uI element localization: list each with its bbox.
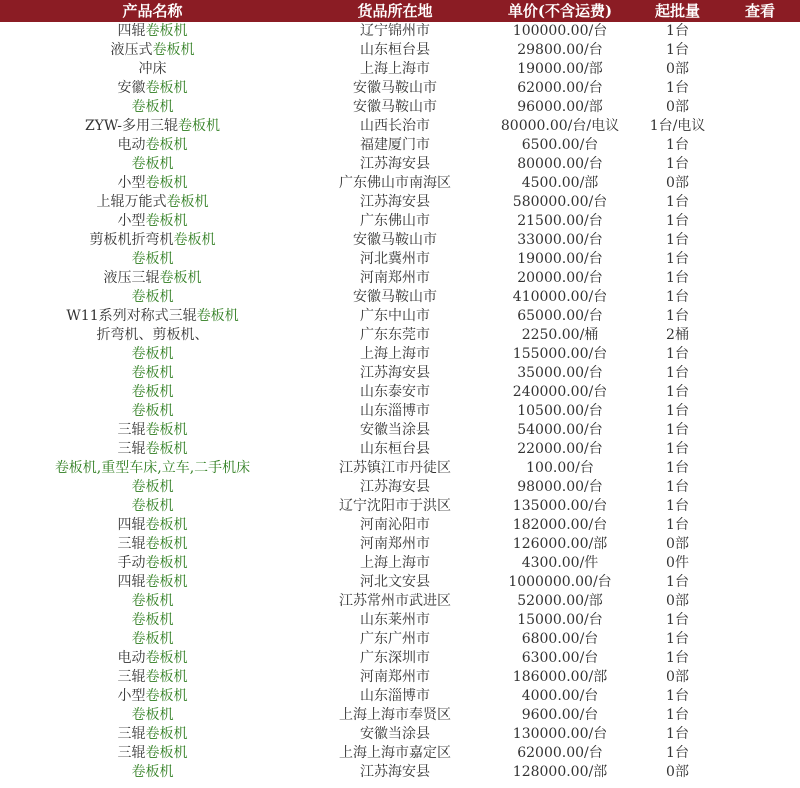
view-cell [720,345,800,364]
price-cell: 100000.00/台 [512,23,608,39]
table-row [0,668,800,687]
product-name-cell [0,269,305,288]
min-order-cell: 1台 [666,137,689,153]
table-row [0,22,800,41]
table-row [0,288,800,307]
product-name-link[interactable]: 卷板机 [131,764,174,780]
price-cell: 135000.00/台 [512,498,608,514]
location-cell: 广东佛山市 [360,213,430,229]
min-order-cell: 1台 [666,707,689,723]
min-order-cell: 1台/电议 [649,118,706,134]
location-cell: 上海上海市 [360,61,430,77]
view-cell [720,326,800,345]
location-cell: 河北文安县 [360,574,430,590]
min-order-cell: 1台 [666,479,689,495]
price-cell: 1000000.00/台 [508,574,612,590]
product-name-link[interactable]: 电动卷板机 [117,650,188,666]
table-row [0,41,800,60]
price-cell: 52000.00/部 [517,593,603,609]
view-cell [720,231,800,250]
view-cell [720,136,800,155]
product-name-link[interactable]: 小型卷板机 [117,213,188,229]
product-name-cell [0,535,305,554]
price-cell: 65000.00/台 [517,308,603,324]
min-order-cell: 1台 [666,460,689,476]
price-cell: 20000.00/台 [517,270,603,286]
product-name-link[interactable]: 卷板机 [131,251,174,267]
min-order-cell: 1台 [666,346,689,362]
table-row [0,231,800,250]
product-name-link[interactable]: 卷板机 [131,631,174,647]
min-order-cell: 1台 [666,441,689,457]
table-row [0,250,800,269]
view-cell [720,592,800,611]
product-name-cell [0,98,305,117]
location-cell: 河南郑州市 [360,669,430,685]
location-cell: 山东莱州市 [360,612,430,628]
product-name-cell [0,744,305,763]
min-order-cell: 1台 [666,289,689,305]
product-name-cell [0,60,305,79]
product-name-link[interactable]: 三辊卷板机 [117,441,188,457]
product-name-link[interactable]: 四辊卷板机 [117,574,188,590]
price-cell: 100.00/台 [526,460,594,476]
table-row [0,459,800,478]
view-cell [720,687,800,706]
price-cell: 33000.00/台 [517,232,603,248]
product-name-cell [0,592,305,611]
table-row [0,269,800,288]
product-name-cell [0,193,305,212]
location-cell: 上海上海市 [360,555,430,571]
table-row [0,174,800,193]
product-name-cell [0,288,305,307]
location-cell: 安徽当涂县 [360,422,430,438]
view-cell [720,174,800,193]
location-cell: 河南郑州市 [360,270,430,286]
price-cell: 126000.00/部 [512,536,608,552]
product-name-cell [0,706,305,725]
product-name-link[interactable]: 三辊卷板机 [117,745,188,761]
product-name-link[interactable]: 卷板机 [131,346,174,362]
table-row [0,383,800,402]
min-order-cell: 1台 [666,745,689,761]
price-cell: 98000.00/台 [517,479,603,495]
product-name-cell [0,611,305,630]
product-name-cell [0,345,305,364]
product-name-cell [0,136,305,155]
price-cell: 15000.00/台 [517,612,603,628]
min-order-cell: 0部 [666,536,689,552]
view-cell [720,630,800,649]
view-cell [720,478,800,497]
location-cell: 广东佛山市南海区 [339,175,451,191]
product-name-cell [0,326,305,345]
min-order-cell: 1台 [666,650,689,666]
product-name-cell [0,212,305,231]
location-cell: 安徽马鞍山市 [353,99,437,115]
price-cell: 4300.00/件 [521,555,599,571]
product-name-cell [0,383,305,402]
header-row [0,0,800,22]
price-cell: 54000.00/台 [517,422,603,438]
product-name-cell [0,174,305,193]
header-unit-price: 单价(不含运费) [485,0,635,22]
price-cell: 80000.00/台 [517,156,603,172]
table-row [0,592,800,611]
table-row [0,744,800,763]
table-row [0,497,800,516]
product-name-cell [0,440,305,459]
view-cell [720,668,800,687]
view-cell [720,307,800,326]
table-row [0,136,800,155]
location-cell: 安徽马鞍山市 [353,232,437,248]
location-cell: 广东东莞市 [360,327,430,343]
product-name-link[interactable]: 上辊万能式卷板机 [96,194,209,210]
min-order-cell: 1台 [666,498,689,514]
min-order-cell: 1台 [666,384,689,400]
product-name-cell [0,307,305,326]
view-cell [720,269,800,288]
price-cell: 96000.00/部 [517,99,603,115]
min-order-cell: 1台 [666,403,689,419]
table-row [0,212,800,231]
price-cell: 29800.00/台 [517,42,603,58]
min-order-cell: 1台 [666,308,689,324]
product-name-link[interactable]: 手动卷板机 [117,555,188,571]
table-row [0,554,800,573]
location-cell: 江苏镇江市丹徒区 [339,460,451,476]
table-row [0,155,800,174]
price-cell: 410000.00/台 [512,289,608,305]
product-name-link[interactable]: 卷板机 [131,479,174,495]
table-row [0,193,800,212]
location-cell: 山西长治市 [360,118,430,134]
min-order-cell: 0部 [666,764,689,780]
view-cell [720,611,800,630]
table-row [0,611,800,630]
product-name-link[interactable]: 卷板机 [131,612,174,628]
location-cell: 江苏海安县 [360,479,430,495]
table-row [0,763,800,782]
product-name-link[interactable]: 三辊卷板机 [117,536,188,552]
product-name-link[interactable]: 三辊卷板机 [117,669,188,685]
min-order-cell: 1台 [666,726,689,742]
view-cell [720,117,800,136]
location-cell: 上海上海市嘉定区 [339,745,451,761]
price-cell: 186000.00/部 [512,669,608,685]
price-cell: 182000.00/台 [512,517,608,533]
table-header [0,0,800,22]
price-cell: 21500.00/台 [517,213,603,229]
product-name-cell [0,421,305,440]
price-cell: 80000.00/台/电议 [500,118,620,134]
min-order-cell: 1台 [666,631,689,647]
location-cell: 山东淄博市 [360,688,430,704]
price-cell: 4500.00/部 [521,175,599,191]
location-cell: 安徽马鞍山市 [353,80,437,96]
table-row [0,649,800,668]
product-name-link[interactable]: 折弯机、剪板机、 [96,327,209,343]
view-cell [720,516,800,535]
min-order-cell: 1台 [666,42,689,58]
product-name-link[interactable]: W11系列对称式三辊卷板机 [66,308,239,324]
view-cell [720,79,800,98]
product-name-cell [0,725,305,744]
view-cell [720,649,800,668]
price-cell: 240000.00/台 [512,384,608,400]
product-name-link[interactable]: 剪板机折弯机卷板机 [89,232,216,248]
product-name-link[interactable]: 卷板机,重型车床,立车,二手机床 [54,460,251,476]
view-cell [720,440,800,459]
product-name-cell [0,668,305,687]
location-cell: 安徽当涂县 [360,726,430,742]
price-cell: 9600.00/台 [521,707,599,723]
product-name-cell [0,478,305,497]
table-row [0,630,800,649]
product-name-link[interactable]: 小型卷板机 [117,688,188,704]
location-cell: 河北冀州市 [360,251,430,267]
view-cell [720,41,800,60]
price-cell: 35000.00/台 [517,365,603,381]
price-cell: 62000.00/台 [517,745,603,761]
location-cell: 江苏常州市武进区 [339,593,451,609]
product-name-cell [0,402,305,421]
view-cell [720,725,800,744]
product-name-cell [0,155,305,174]
min-order-cell: 1台 [666,251,689,267]
product-name-link[interactable]: 四辊卷板机 [117,517,188,533]
min-order-cell: 1台 [666,270,689,286]
min-order-cell: 0部 [666,61,689,77]
table-row [0,364,800,383]
product-name-link[interactable]: 卷板机 [131,593,174,609]
product-name-cell [0,22,305,41]
location-cell: 河南郑州市 [360,536,430,552]
product-name-link[interactable]: 四辊卷板机 [117,23,188,39]
price-cell: 62000.00/台 [517,80,603,96]
location-cell: 辽宁锦州市 [360,23,430,39]
table-row [0,326,800,345]
header-location: 货品所在地 [305,0,485,22]
price-cell: 6300.00/台 [521,650,599,666]
location-cell: 广东深圳市 [360,650,430,666]
table-row [0,440,800,459]
min-order-cell: 1台 [666,232,689,248]
min-order-cell: 1台 [666,574,689,590]
table-row [0,706,800,725]
location-cell: 辽宁沈阳市于洪区 [339,498,451,514]
product-name-link[interactable]: 卷板机 [131,156,174,172]
table-row [0,535,800,554]
min-order-cell: 2桶 [666,327,689,343]
min-order-cell: 1台 [666,194,689,210]
product-name-cell [0,649,305,668]
min-order-cell: 1台 [666,156,689,172]
product-name-link[interactable]: 三辊卷板机 [117,422,188,438]
product-name-link[interactable]: 卷板机 [131,365,174,381]
table-row [0,98,800,117]
product-name-cell [0,573,305,592]
min-order-cell: 0部 [666,593,689,609]
table-row [0,402,800,421]
view-cell [720,383,800,402]
product-name-cell [0,630,305,649]
view-cell [720,459,800,478]
view-cell [720,573,800,592]
min-order-cell: 1台 [666,612,689,628]
price-cell: 6800.00/台 [521,631,599,647]
product-name-link[interactable]: 冲床 [138,61,167,77]
price-cell: 155000.00/台 [512,346,608,362]
product-name-link[interactable]: 卷板机 [131,289,174,305]
location-cell: 山东淄博市 [360,403,430,419]
price-cell: 4000.00/台 [521,688,599,704]
price-cell: 130000.00/台 [512,726,608,742]
product-name-cell [0,117,305,136]
location-cell: 山东泰安市 [360,384,430,400]
view-cell [720,744,800,763]
min-order-cell: 1台 [666,517,689,533]
product-name-cell [0,459,305,478]
view-cell [720,402,800,421]
product-name-link[interactable]: 电动卷板机 [117,137,188,153]
product-name-cell [0,554,305,573]
min-order-cell: 0部 [666,99,689,115]
min-order-cell: 0部 [666,669,689,685]
view-cell [720,763,800,782]
product-name-link[interactable]: 小型卷板机 [117,175,188,191]
table-row [0,725,800,744]
view-cell [720,421,800,440]
view-cell [720,364,800,383]
view-cell [720,155,800,174]
table-row [0,79,800,98]
product-name-link[interactable]: 液压三辊卷板机 [103,270,202,286]
location-cell: 福建厦门市 [360,137,430,153]
table-row [0,478,800,497]
product-name-cell [0,364,305,383]
product-name-cell [0,250,305,269]
location-cell: 江苏海安县 [360,365,430,381]
table-row [0,307,800,326]
view-cell [720,22,800,41]
view-cell [720,98,800,117]
location-cell: 河南沁阳市 [360,517,430,533]
product-name-link[interactable]: 卷板机 [131,707,174,723]
product-name-link[interactable]: 安徽卷板机 [117,80,188,96]
product-name-link[interactable]: ZYW-多用三辊卷板机 [84,118,221,134]
view-cell [720,212,800,231]
table-row [0,573,800,592]
product-name-link[interactable]: 卷板机 [131,99,174,115]
table-row [0,60,800,79]
price-cell: 19000.00/台 [517,251,603,267]
product-name-cell [0,231,305,250]
min-order-cell: 1台 [666,23,689,39]
table-row [0,117,800,136]
price-cell: 19000.00/部 [517,61,603,77]
location-cell: 广东中山市 [360,308,430,324]
product-name-cell [0,763,305,782]
view-cell [720,497,800,516]
location-cell: 上海上海市奉贤区 [339,707,451,723]
table-row [0,345,800,364]
location-cell: 安徽马鞍山市 [353,289,437,305]
product-name-link[interactable]: 卷板机 [131,498,174,514]
location-cell: 广东广州市 [360,631,430,647]
price-cell: 10500.00/台 [517,403,603,419]
price-cell: 2250.00/桶 [521,327,599,343]
product-name-link[interactable]: 卷板机 [131,384,174,400]
min-order-cell: 1台 [666,213,689,229]
min-order-cell: 0件 [666,555,689,571]
price-cell: 6500.00/台 [521,137,599,153]
min-order-cell: 0部 [666,175,689,191]
location-cell: 山东桓台县 [360,441,430,457]
header-min-order: 起批量 [635,0,720,22]
location-cell: 江苏海安县 [360,764,430,780]
location-cell: 江苏海安县 [360,194,430,210]
view-cell [720,554,800,573]
product-name-cell [0,516,305,535]
table-body [0,22,800,782]
view-cell [720,250,800,269]
product-name-link[interactable]: 卷板机 [131,403,174,419]
table-row [0,421,800,440]
header-view: 查看 [720,0,800,22]
table-row [0,516,800,535]
location-cell: 江苏海安县 [360,156,430,172]
table-row [0,687,800,706]
product-name-cell [0,497,305,516]
view-cell [720,288,800,307]
min-order-cell: 1台 [666,365,689,381]
product-name-cell [0,79,305,98]
location-cell: 山东桓台县 [360,42,430,58]
header-product-name: 产品名称 [0,0,305,22]
product-name-cell [0,41,305,60]
price-cell: 22000.00/台 [517,441,603,457]
min-order-cell: 1台 [666,422,689,438]
view-cell [720,60,800,79]
view-cell [720,193,800,212]
price-cell: 128000.00/部 [512,764,608,780]
min-order-cell: 1台 [666,688,689,704]
view-cell [720,706,800,725]
product-name-link[interactable]: 液压式卷板机 [110,42,195,58]
product-name-cell [0,687,305,706]
product-name-link[interactable]: 三辊卷板机 [117,726,188,742]
location-cell: 上海上海市 [360,346,430,362]
min-order-cell: 1台 [666,80,689,96]
view-cell [720,535,800,554]
price-cell: 580000.00/台 [512,194,608,210]
